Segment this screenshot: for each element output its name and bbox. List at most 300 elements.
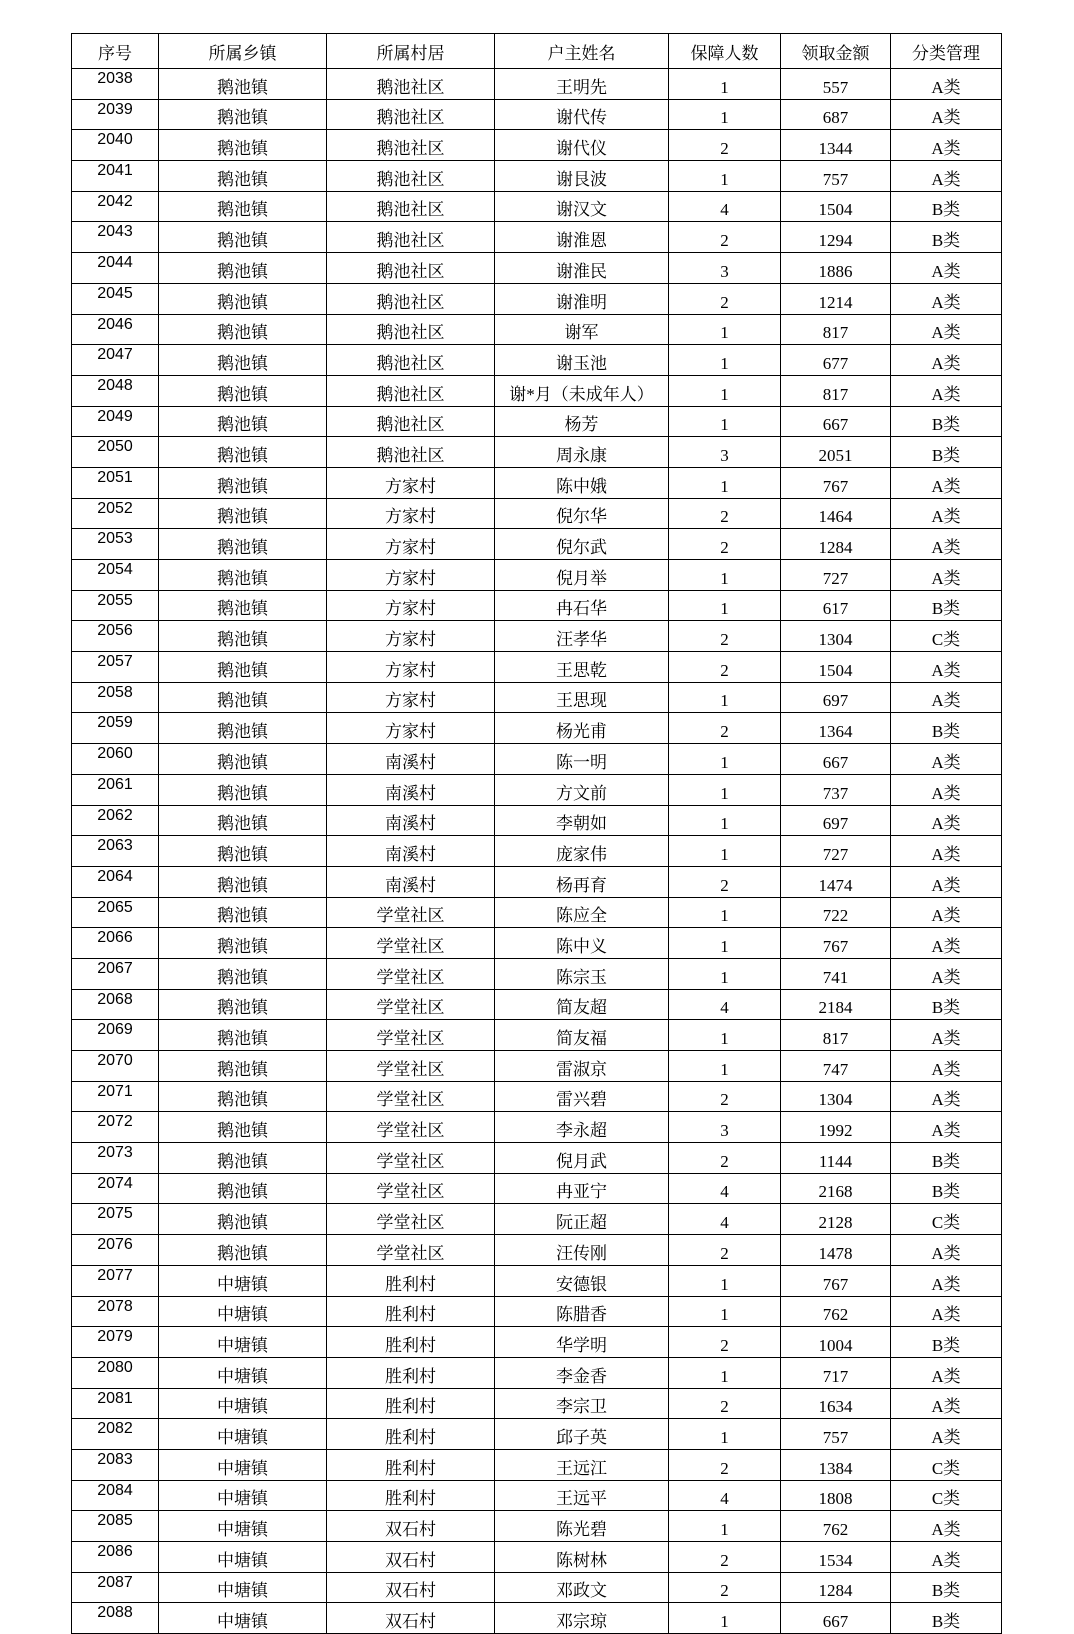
householder-cell: 王明先 bbox=[495, 69, 669, 100]
persons-cell: 2 bbox=[669, 621, 781, 652]
householder-cell: 谢军 bbox=[495, 314, 669, 345]
table-row bbox=[72, 1051, 1002, 1082]
village-cell: 学堂社区 bbox=[327, 958, 495, 989]
category-cell: B类 bbox=[891, 1603, 1002, 1634]
category-cell: A类 bbox=[891, 836, 1002, 867]
category-cell: C类 bbox=[891, 1449, 1002, 1480]
householder-cell: 杨再育 bbox=[495, 866, 669, 897]
township-cell: 鹅池镇 bbox=[159, 99, 327, 130]
category-cell: B类 bbox=[891, 1572, 1002, 1603]
householder-cell: 陈树林 bbox=[495, 1542, 669, 1573]
table-row bbox=[72, 69, 1002, 100]
householder-cell: 雷兴碧 bbox=[495, 1081, 669, 1112]
householder-cell: 汪孝华 bbox=[495, 621, 669, 652]
amount-cell: 817 bbox=[781, 1020, 891, 1051]
persons-cell: 1 bbox=[669, 958, 781, 989]
persons-cell: 2 bbox=[669, 130, 781, 161]
table-row bbox=[72, 1173, 1002, 1204]
township-cell: 中塘镇 bbox=[159, 1572, 327, 1603]
persons-cell: 2 bbox=[669, 1327, 781, 1358]
persons-cell: 1 bbox=[669, 1051, 781, 1082]
table-row bbox=[72, 1480, 1002, 1511]
category-cell: A类 bbox=[891, 283, 1002, 314]
category-cell: A类 bbox=[891, 1112, 1002, 1143]
amount-cell: 667 bbox=[781, 744, 891, 775]
persons-cell: 1 bbox=[669, 161, 781, 192]
township-cell: 鹅池镇 bbox=[159, 1081, 327, 1112]
category-cell: B类 bbox=[891, 590, 1002, 621]
persons-cell: 1 bbox=[669, 1265, 781, 1296]
category-cell: A类 bbox=[891, 467, 1002, 498]
village-cell: 鹅池社区 bbox=[327, 406, 495, 437]
table-row bbox=[72, 682, 1002, 713]
village-cell: 鹅池社区 bbox=[327, 375, 495, 406]
township-cell: 鹅池镇 bbox=[159, 1204, 327, 1235]
category-cell: B类 bbox=[891, 437, 1002, 468]
persons-cell: 1 bbox=[669, 1296, 781, 1327]
table-row bbox=[72, 621, 1002, 652]
serial-cell: 2046 bbox=[72, 314, 159, 345]
village-cell: 南溪村 bbox=[327, 744, 495, 775]
amount-cell: 1886 bbox=[781, 253, 891, 284]
amount-cell: 1534 bbox=[781, 1542, 891, 1573]
persons-cell: 3 bbox=[669, 253, 781, 284]
village-cell: 胜利村 bbox=[327, 1480, 495, 1511]
householder-cell: 邓宗琼 bbox=[495, 1603, 669, 1634]
serial-cell: 2075 bbox=[72, 1204, 159, 1235]
serial-cell: 2044 bbox=[72, 253, 159, 284]
amount-cell: 697 bbox=[781, 805, 891, 836]
persons-cell: 2 bbox=[669, 652, 781, 683]
table-row bbox=[72, 314, 1002, 345]
category-cell: B类 bbox=[891, 191, 1002, 222]
township-cell: 鹅池镇 bbox=[159, 130, 327, 161]
table-row bbox=[72, 529, 1002, 560]
township-cell: 鹅池镇 bbox=[159, 652, 327, 683]
township-cell: 鹅池镇 bbox=[159, 222, 327, 253]
serial-cell: 2048 bbox=[72, 375, 159, 406]
householder-cell: 方文前 bbox=[495, 774, 669, 805]
householder-cell: 陈中义 bbox=[495, 928, 669, 959]
persons-cell: 1 bbox=[669, 774, 781, 805]
serial-cell: 2054 bbox=[72, 560, 159, 591]
header-category: 分类管理 bbox=[891, 34, 1002, 69]
persons-cell: 1 bbox=[669, 69, 781, 100]
persons-cell: 2 bbox=[669, 1449, 781, 1480]
township-cell: 鹅池镇 bbox=[159, 774, 327, 805]
serial-cell: 2067 bbox=[72, 958, 159, 989]
village-cell: 方家村 bbox=[327, 529, 495, 560]
category-cell: A类 bbox=[891, 498, 1002, 529]
village-cell: 鹅池社区 bbox=[327, 69, 495, 100]
amount-cell: 762 bbox=[781, 1296, 891, 1327]
persons-cell: 1 bbox=[669, 560, 781, 591]
township-cell: 鹅池镇 bbox=[159, 713, 327, 744]
table-row bbox=[72, 1449, 1002, 1480]
township-cell: 中塘镇 bbox=[159, 1419, 327, 1450]
householder-cell: 庞家伟 bbox=[495, 836, 669, 867]
village-cell: 学堂社区 bbox=[327, 1235, 495, 1266]
table-row bbox=[72, 1204, 1002, 1235]
village-cell: 胜利村 bbox=[327, 1265, 495, 1296]
category-cell: A类 bbox=[891, 928, 1002, 959]
amount-cell: 1384 bbox=[781, 1449, 891, 1480]
village-cell: 学堂社区 bbox=[327, 1173, 495, 1204]
serial-cell: 2088 bbox=[72, 1603, 159, 1634]
category-cell: A类 bbox=[891, 314, 1002, 345]
amount-cell: 1284 bbox=[781, 1572, 891, 1603]
township-cell: 鹅池镇 bbox=[159, 375, 327, 406]
category-cell: A类 bbox=[891, 1081, 1002, 1112]
table-row bbox=[72, 866, 1002, 897]
township-cell: 鹅池镇 bbox=[159, 253, 327, 284]
village-cell: 胜利村 bbox=[327, 1449, 495, 1480]
serial-cell: 2050 bbox=[72, 437, 159, 468]
village-cell: 方家村 bbox=[327, 652, 495, 683]
householder-cell: 陈光碧 bbox=[495, 1511, 669, 1542]
amount-cell: 2128 bbox=[781, 1204, 891, 1235]
amount-cell: 762 bbox=[781, 1511, 891, 1542]
serial-cell: 2059 bbox=[72, 713, 159, 744]
persons-cell: 2 bbox=[669, 1143, 781, 1174]
persons-cell: 1 bbox=[669, 406, 781, 437]
village-cell: 南溪村 bbox=[327, 805, 495, 836]
table-row bbox=[72, 437, 1002, 468]
serial-cell: 2079 bbox=[72, 1327, 159, 1358]
village-cell: 鹅池社区 bbox=[327, 253, 495, 284]
persons-cell: 3 bbox=[669, 1112, 781, 1143]
category-cell: B类 bbox=[891, 406, 1002, 437]
serial-cell: 2061 bbox=[72, 774, 159, 805]
township-cell: 中塘镇 bbox=[159, 1511, 327, 1542]
householder-cell: 谢淮恩 bbox=[495, 222, 669, 253]
amount-cell: 557 bbox=[781, 69, 891, 100]
householder-cell: 邓政文 bbox=[495, 1572, 669, 1603]
persons-cell: 1 bbox=[669, 1603, 781, 1634]
persons-cell: 2 bbox=[669, 1235, 781, 1266]
serial-cell: 2066 bbox=[72, 928, 159, 959]
householder-cell: 王思现 bbox=[495, 682, 669, 713]
category-cell: A类 bbox=[891, 345, 1002, 376]
category-cell: A类 bbox=[891, 1511, 1002, 1542]
township-cell: 鹅池镇 bbox=[159, 744, 327, 775]
township-cell: 鹅池镇 bbox=[159, 406, 327, 437]
township-cell: 中塘镇 bbox=[159, 1388, 327, 1419]
householder-cell: 谢代传 bbox=[495, 99, 669, 130]
persons-cell: 1 bbox=[669, 682, 781, 713]
table-body bbox=[72, 69, 1002, 1634]
serial-cell: 2055 bbox=[72, 590, 159, 621]
village-cell: 双石村 bbox=[327, 1572, 495, 1603]
serial-cell: 2043 bbox=[72, 222, 159, 253]
householder-cell: 谢代仪 bbox=[495, 130, 669, 161]
householder-cell: 邱子英 bbox=[495, 1419, 669, 1450]
township-cell: 鹅池镇 bbox=[159, 1112, 327, 1143]
table-row bbox=[72, 744, 1002, 775]
category-cell: B类 bbox=[891, 713, 1002, 744]
table-row bbox=[72, 345, 1002, 376]
persons-cell: 1 bbox=[669, 314, 781, 345]
table-row bbox=[72, 1572, 1002, 1603]
township-cell: 鹅池镇 bbox=[159, 560, 327, 591]
table-row bbox=[72, 652, 1002, 683]
village-cell: 双石村 bbox=[327, 1542, 495, 1573]
village-cell: 鹅池社区 bbox=[327, 161, 495, 192]
householder-cell: 陈一明 bbox=[495, 744, 669, 775]
amount-cell: 767 bbox=[781, 1265, 891, 1296]
category-cell: A类 bbox=[891, 69, 1002, 100]
persons-cell: 3 bbox=[669, 437, 781, 468]
category-cell: A类 bbox=[891, 130, 1002, 161]
table-row bbox=[72, 283, 1002, 314]
category-cell: A类 bbox=[891, 1235, 1002, 1266]
persons-cell: 2 bbox=[669, 1572, 781, 1603]
township-cell: 鹅池镇 bbox=[159, 1235, 327, 1266]
township-cell: 鹅池镇 bbox=[159, 191, 327, 222]
category-cell: A类 bbox=[891, 866, 1002, 897]
category-cell: A类 bbox=[891, 744, 1002, 775]
category-cell: C类 bbox=[891, 1480, 1002, 1511]
persons-cell: 4 bbox=[669, 1173, 781, 1204]
serial-cell: 2042 bbox=[72, 191, 159, 222]
village-cell: 南溪村 bbox=[327, 866, 495, 897]
township-cell: 鹅池镇 bbox=[159, 836, 327, 867]
persons-cell: 1 bbox=[669, 1357, 781, 1388]
category-cell: A类 bbox=[891, 897, 1002, 928]
category-cell: B类 bbox=[891, 989, 1002, 1020]
category-cell: A类 bbox=[891, 529, 1002, 560]
persons-cell: 1 bbox=[669, 1020, 781, 1051]
township-cell: 鹅池镇 bbox=[159, 1143, 327, 1174]
persons-cell: 1 bbox=[669, 928, 781, 959]
serial-cell: 2074 bbox=[72, 1173, 159, 1204]
serial-cell: 2068 bbox=[72, 989, 159, 1020]
category-cell: B类 bbox=[891, 222, 1002, 253]
township-cell: 鹅池镇 bbox=[159, 928, 327, 959]
amount-cell: 667 bbox=[781, 1603, 891, 1634]
persons-cell: 1 bbox=[669, 1511, 781, 1542]
householder-cell: 谢*月（未成年人） bbox=[495, 375, 669, 406]
householder-cell: 简友超 bbox=[495, 989, 669, 1020]
category-cell: A类 bbox=[891, 1296, 1002, 1327]
serial-cell: 2040 bbox=[72, 130, 159, 161]
serial-cell: 2087 bbox=[72, 1572, 159, 1603]
category-cell: C类 bbox=[891, 621, 1002, 652]
township-cell: 中塘镇 bbox=[159, 1542, 327, 1573]
householder-cell: 陈宗玉 bbox=[495, 958, 669, 989]
village-cell: 方家村 bbox=[327, 498, 495, 529]
village-cell: 学堂社区 bbox=[327, 897, 495, 928]
persons-cell: 2 bbox=[669, 1542, 781, 1573]
village-cell: 胜利村 bbox=[327, 1388, 495, 1419]
village-cell: 胜利村 bbox=[327, 1357, 495, 1388]
village-cell: 胜利村 bbox=[327, 1419, 495, 1450]
category-cell: A类 bbox=[891, 1020, 1002, 1051]
township-cell: 鹅池镇 bbox=[159, 958, 327, 989]
serial-cell: 2072 bbox=[72, 1112, 159, 1143]
category-cell: A类 bbox=[891, 774, 1002, 805]
persons-cell: 1 bbox=[669, 375, 781, 406]
serial-cell: 2039 bbox=[72, 99, 159, 130]
householder-cell: 李朝如 bbox=[495, 805, 669, 836]
village-cell: 鹅池社区 bbox=[327, 222, 495, 253]
category-cell: A类 bbox=[891, 161, 1002, 192]
amount-cell: 747 bbox=[781, 1051, 891, 1082]
householder-cell: 谢淮明 bbox=[495, 283, 669, 314]
persons-cell: 1 bbox=[669, 744, 781, 775]
serial-cell: 2063 bbox=[72, 836, 159, 867]
persons-cell: 4 bbox=[669, 989, 781, 1020]
persons-cell: 2 bbox=[669, 222, 781, 253]
table-row bbox=[72, 958, 1002, 989]
village-cell: 学堂社区 bbox=[327, 1081, 495, 1112]
village-cell: 鹅池社区 bbox=[327, 283, 495, 314]
township-cell: 鹅池镇 bbox=[159, 590, 327, 621]
householder-cell: 华学明 bbox=[495, 1327, 669, 1358]
township-cell: 鹅池镇 bbox=[159, 498, 327, 529]
village-cell: 鹅池社区 bbox=[327, 99, 495, 130]
householder-cell: 冉亚宁 bbox=[495, 1173, 669, 1204]
serial-cell: 2077 bbox=[72, 1265, 159, 1296]
category-cell: A类 bbox=[891, 1051, 1002, 1082]
householder-cell: 汪传刚 bbox=[495, 1235, 669, 1266]
table-row bbox=[72, 1388, 1002, 1419]
document-sheet bbox=[71, 33, 1002, 1634]
village-cell: 方家村 bbox=[327, 713, 495, 744]
category-cell: A类 bbox=[891, 560, 1002, 591]
village-cell: 学堂社区 bbox=[327, 1143, 495, 1174]
header-row bbox=[72, 34, 1002, 69]
serial-cell: 2082 bbox=[72, 1419, 159, 1450]
serial-cell: 2053 bbox=[72, 529, 159, 560]
householder-cell: 王远平 bbox=[495, 1480, 669, 1511]
serial-cell: 2045 bbox=[72, 283, 159, 314]
table-row bbox=[72, 253, 1002, 284]
header-amount: 领取金额 bbox=[781, 34, 891, 69]
township-cell: 鹅池镇 bbox=[159, 437, 327, 468]
village-cell: 方家村 bbox=[327, 560, 495, 591]
amount-cell: 2184 bbox=[781, 989, 891, 1020]
category-cell: B类 bbox=[891, 1327, 1002, 1358]
amount-cell: 667 bbox=[781, 406, 891, 437]
householder-cell: 安德银 bbox=[495, 1265, 669, 1296]
village-cell: 双石村 bbox=[327, 1603, 495, 1634]
village-cell: 南溪村 bbox=[327, 774, 495, 805]
persons-cell: 2 bbox=[669, 529, 781, 560]
serial-cell: 2069 bbox=[72, 1020, 159, 1051]
serial-cell: 2051 bbox=[72, 467, 159, 498]
serial-cell: 2060 bbox=[72, 744, 159, 775]
village-cell: 方家村 bbox=[327, 467, 495, 498]
amount-cell: 741 bbox=[781, 958, 891, 989]
table-row bbox=[72, 406, 1002, 437]
category-cell: A类 bbox=[891, 253, 1002, 284]
header-township: 所属乡镇 bbox=[159, 34, 327, 69]
serial-cell: 2078 bbox=[72, 1296, 159, 1327]
table-row bbox=[72, 161, 1002, 192]
householder-cell: 陈应全 bbox=[495, 897, 669, 928]
table-row bbox=[72, 99, 1002, 130]
amount-cell: 1364 bbox=[781, 713, 891, 744]
township-cell: 中塘镇 bbox=[159, 1480, 327, 1511]
village-cell: 学堂社区 bbox=[327, 989, 495, 1020]
township-cell: 鹅池镇 bbox=[159, 161, 327, 192]
township-cell: 鹅池镇 bbox=[159, 283, 327, 314]
householder-cell: 简友福 bbox=[495, 1020, 669, 1051]
persons-cell: 2 bbox=[669, 1081, 781, 1112]
householder-cell: 雷淑京 bbox=[495, 1051, 669, 1082]
amount-cell: 677 bbox=[781, 345, 891, 376]
amount-cell: 2168 bbox=[781, 1173, 891, 1204]
header-covered-persons: 保障人数 bbox=[669, 34, 781, 69]
amount-cell: 687 bbox=[781, 99, 891, 130]
table-row bbox=[72, 130, 1002, 161]
householder-cell: 杨芳 bbox=[495, 406, 669, 437]
category-cell: C类 bbox=[891, 1204, 1002, 1235]
amount-cell: 817 bbox=[781, 375, 891, 406]
table-row bbox=[72, 467, 1002, 498]
amount-cell: 1464 bbox=[781, 498, 891, 529]
persons-cell: 1 bbox=[669, 99, 781, 130]
table-row bbox=[72, 1265, 1002, 1296]
table-row bbox=[72, 560, 1002, 591]
header-serial: 序号 bbox=[72, 34, 159, 69]
village-cell: 方家村 bbox=[327, 621, 495, 652]
township-cell: 鹅池镇 bbox=[159, 897, 327, 928]
serial-cell: 2070 bbox=[72, 1051, 159, 1082]
village-cell: 双石村 bbox=[327, 1511, 495, 1542]
persons-cell: 1 bbox=[669, 467, 781, 498]
township-cell: 鹅池镇 bbox=[159, 1051, 327, 1082]
amount-cell: 1808 bbox=[781, 1480, 891, 1511]
table-row bbox=[72, 989, 1002, 1020]
table-row bbox=[72, 498, 1002, 529]
category-cell: B类 bbox=[891, 1173, 1002, 1204]
category-cell: A类 bbox=[891, 1265, 1002, 1296]
householder-cell: 倪月武 bbox=[495, 1143, 669, 1174]
category-cell: A类 bbox=[891, 99, 1002, 130]
amount-cell: 767 bbox=[781, 467, 891, 498]
amount-cell: 1304 bbox=[781, 621, 891, 652]
amount-cell: 727 bbox=[781, 560, 891, 591]
persons-cell: 4 bbox=[669, 1480, 781, 1511]
householder-cell: 陈中娥 bbox=[495, 467, 669, 498]
serial-cell: 2049 bbox=[72, 406, 159, 437]
serial-cell: 2041 bbox=[72, 161, 159, 192]
village-cell: 胜利村 bbox=[327, 1296, 495, 1327]
serial-cell: 2065 bbox=[72, 897, 159, 928]
village-cell: 学堂社区 bbox=[327, 1112, 495, 1143]
householder-cell: 谢艮波 bbox=[495, 161, 669, 192]
township-cell: 鹅池镇 bbox=[159, 529, 327, 560]
township-cell: 鹅池镇 bbox=[159, 1020, 327, 1051]
serial-cell: 2080 bbox=[72, 1357, 159, 1388]
serial-cell: 2058 bbox=[72, 682, 159, 713]
table-row bbox=[72, 1511, 1002, 1542]
village-cell: 鹅池社区 bbox=[327, 345, 495, 376]
township-cell: 中塘镇 bbox=[159, 1296, 327, 1327]
amount-cell: 757 bbox=[781, 1419, 891, 1450]
amount-cell: 1504 bbox=[781, 652, 891, 683]
township-cell: 鹅池镇 bbox=[159, 345, 327, 376]
township-cell: 中塘镇 bbox=[159, 1265, 327, 1296]
category-cell: A类 bbox=[891, 375, 1002, 406]
village-cell: 学堂社区 bbox=[327, 1204, 495, 1235]
village-cell: 胜利村 bbox=[327, 1327, 495, 1358]
table-row bbox=[72, 897, 1002, 928]
assistance-table bbox=[71, 33, 1002, 1634]
amount-cell: 1634 bbox=[781, 1388, 891, 1419]
